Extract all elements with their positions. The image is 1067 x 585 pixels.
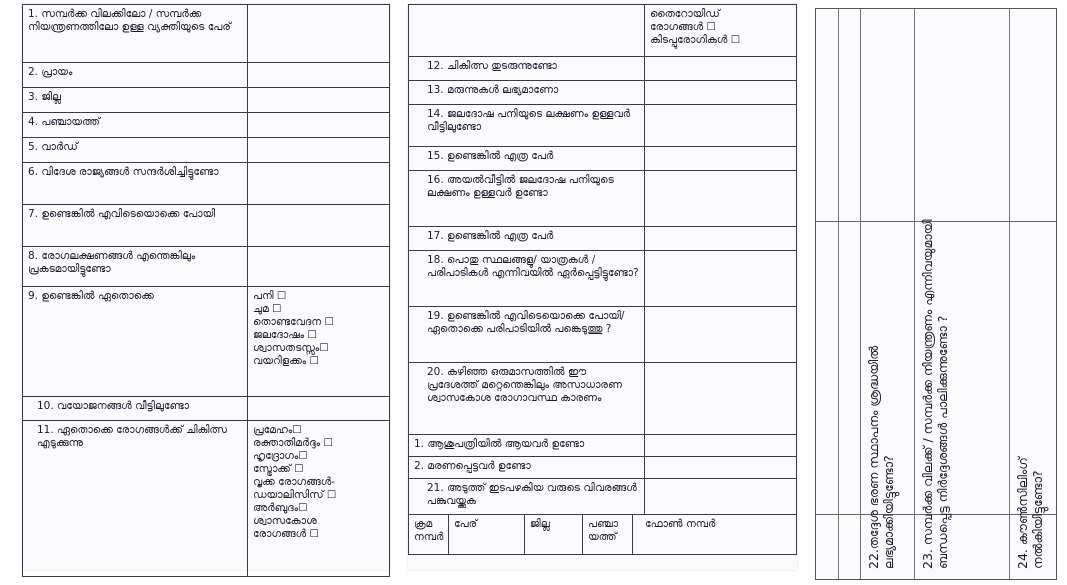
option-stroke[interactable]: സ്ട്രോക്ക് ☐ <box>253 463 304 475</box>
question-label: 15. ഉണ്ടെങ്കിൽ എത്ര പേർ <box>409 147 645 171</box>
option-lung-disease[interactable]: രോഗങ്ങൾ ☐ <box>253 528 319 540</box>
option-kidney-text: വൃക്ക രോഗങ്ങൾ- <box>253 476 336 488</box>
answer-cell[interactable] <box>248 163 390 205</box>
answer-cell[interactable] <box>645 435 797 457</box>
option-cough[interactable]: ചുമ ☐ <box>253 303 282 315</box>
form-page-3 <box>815 8 1057 580</box>
question-label: 21. അടുത്ത് ഇടപഴകിയ വരുടെ വിവരങ്ങൾ പങ്കുവയ്ക്കുക <box>409 479 645 515</box>
disease-options-cont[interactable] <box>645 5 797 57</box>
option-bedridden[interactable]: കിടപ്പുരോഗികൾ ☐ <box>650 34 741 46</box>
answer-cell[interactable] <box>248 247 390 287</box>
question-label: 1. സമ്പർക്ക വിലക്കിലോ / സമ്പർക്ക നിയന്ത്രണത്തിലോ ഉള്ള വ്യക്തിയുടെ പേര് <box>23 5 248 63</box>
column-line <box>838 9 839 579</box>
form-page-1 <box>22 4 390 570</box>
question-label: 2. പ്രായം <box>23 63 248 88</box>
form-page-2 <box>408 4 797 570</box>
answer-cell[interactable] <box>248 113 390 138</box>
option-dialysis[interactable]: ഡയാലിസിസ് ☐ <box>253 489 337 501</box>
question-label: 8. രോഗലക്ഷണങ്ങൾ എന്തെങ്കിലും പ്രകടമായിട്ടുണ്ടോ <box>23 247 248 287</box>
question-label: 6. വിദേശ രാജ്യങ്ങൾ സന്ദർശിച്ചിട്ടുണ്ടോ <box>23 163 248 205</box>
option-diarrhoea[interactable]: വയറിളക്കം ☐ <box>253 355 319 367</box>
answer-cell[interactable] <box>645 457 797 479</box>
answer-cell[interactable] <box>248 88 390 113</box>
answer-cell[interactable] <box>645 251 797 307</box>
option-sore-throat[interactable]: തൊണ്ടവേദന ☐ <box>253 316 334 328</box>
question-label: 11. ഏതൊക്കെ രോഗങ്ങൾക്ക് ചികിത്സ എടുക്കുന്നു <box>23 421 248 577</box>
option-heart-disease[interactable]: ഹൃദ്രോഗം☐ <box>253 450 308 462</box>
column-line <box>1009 9 1010 579</box>
symptom-options[interactable] <box>248 287 390 397</box>
form-table-2 <box>408 4 797 515</box>
column-line <box>860 9 861 579</box>
option-fever[interactable]: പനി ☐ <box>253 290 287 302</box>
question-label: 1. ആശുപത്രിയിൽ ആയവർ ഉണ്ടോ <box>409 435 645 457</box>
column-line <box>914 9 915 579</box>
answer-cell[interactable] <box>645 171 797 227</box>
header-name: പേര് <box>449 515 525 555</box>
answer-cell[interactable] <box>645 105 797 147</box>
question-label: 10. വയോജനങ്ങൾ വീട്ടിലുണ്ടോ <box>23 397 248 421</box>
answer-cell[interactable] <box>248 397 390 421</box>
question-label: 7. ഉണ്ടെങ്കിൽ എവിടെയൊക്കെ പോയി <box>23 205 248 247</box>
option-lung-text: ശ്വാസകോശ <box>253 515 317 527</box>
header-serial-no: ക്രമ നമ്പർ <box>409 515 449 555</box>
answer-cell[interactable] <box>645 57 797 81</box>
option-cold[interactable]: ജലദോഷം ☐ <box>253 329 317 341</box>
question-label: 2. മരണപ്പെട്ടവർ ഉണ്ടോ <box>409 457 645 479</box>
blank-cell <box>409 5 645 57</box>
option-diabetes[interactable]: പ്രമേഹം☐ <box>253 424 302 436</box>
question-label: 5. വാർഡ് <box>23 138 248 163</box>
question-label: 3. ജില്ല <box>23 88 248 113</box>
question-24: 24. കൗൺസിലിംഗ് നൽകിയിട്ടുണ്ടോ? <box>1015 453 1045 569</box>
question-label: 16. അയൽവീട്ടിൽ ജലദോഷ പനിയുടെ ലക്ഷണം ഉള്ളവർ ഉണ്ടോ <box>409 171 645 227</box>
form-table-1 <box>22 4 390 577</box>
header-panchayat: പഞ്ചാ യത്ത് <box>583 515 633 555</box>
question-label: 14. ജലദോഷ പനിയുടെ ലക്ഷണം ഉള്ളവർ വീട്ടിലുണ്ടോ <box>409 105 645 147</box>
answer-cell[interactable] <box>248 63 390 88</box>
option-breathlessness[interactable]: ശ്വാസതടസ്സം☐ <box>253 342 329 354</box>
header-phone: ഫോൺ നമ്പർ <box>633 515 797 555</box>
question-label: 12. ചികിത്സ തുടരുന്നുണ്ടോ <box>409 57 645 81</box>
option-thyroid-text: തൈറോയിഡ് <box>650 8 720 20</box>
question-22: 22.തദ്ദേശ ഭരണ സ്ഥാപനം ശ്രദ്ധയിൽ ലഭ്യമാക്കിയിട്ടുണ്ടോ? <box>866 341 896 569</box>
header-district: ജില്ല <box>525 515 583 555</box>
disease-options[interactable] <box>248 421 390 577</box>
option-hypertension[interactable]: രക്താതിമർദ്ദം ☐ <box>253 437 333 449</box>
question-label: 4. പഞ്ചായത്ത് <box>23 113 248 138</box>
answer-cell[interactable] <box>645 147 797 171</box>
option-thyroid[interactable]: രോഗങ്ങൾ ☐ <box>650 21 716 33</box>
answer-cell[interactable] <box>645 363 797 435</box>
answer-cell[interactable] <box>645 227 797 251</box>
question-label: 13. മരുന്നുകൾ ലഭ്യമാണോ <box>409 81 645 105</box>
contacts-table <box>408 514 797 555</box>
answer-cell[interactable] <box>248 138 390 163</box>
answer-cell[interactable] <box>645 81 797 105</box>
answer-cell[interactable] <box>248 5 390 63</box>
question-label: 20. കഴിഞ്ഞ ഒരുമാസത്തിൽ ഈ പ്രദേശത്ത് മറ്റെന്തെങ്കിലും അസാധാരണ ശ്വാസകോശ രോഗാവസ്ഥ കാരണം <box>409 363 645 435</box>
question-label: 19. ഉണ്ടെങ്കിൽ എവിടെയൊക്കെ പോയി/ ഏതൊക്കെ പരിപാടിയിൽ പങ്കെടുത്തു ? <box>409 307 645 363</box>
answer-cell[interactable] <box>645 479 797 515</box>
answer-cell[interactable] <box>248 205 390 247</box>
question-label: 18. പൊതു സ്ഥലങ്ങളു/ യാത്രകൾ / പരിപാടികൾ എന്നിവയിൽ ഏർപ്പെട്ടിട്ടുണ്ടോ? <box>409 251 645 307</box>
question-label: 17. ഉണ്ടെങ്കിൽ എത്ര പേർ <box>409 227 645 251</box>
answer-cell[interactable] <box>645 307 797 363</box>
option-cancer[interactable]: അർബുദം☐ <box>253 502 308 514</box>
question-label: 9. ഉണ്ടെങ്കിൽ ഏതൊക്കെ <box>23 287 248 397</box>
question-23: 23. സമ്പർക്ക വിലക്ക് / സമ്പർക്ക നിയന്ത്രണം എന്നിവയുമായി ബന്ധപ്പെട്ട നിർദ്ദേശങ്ങൾ പാലിക്കുന്നുണ്ടോ ? <box>920 215 950 569</box>
